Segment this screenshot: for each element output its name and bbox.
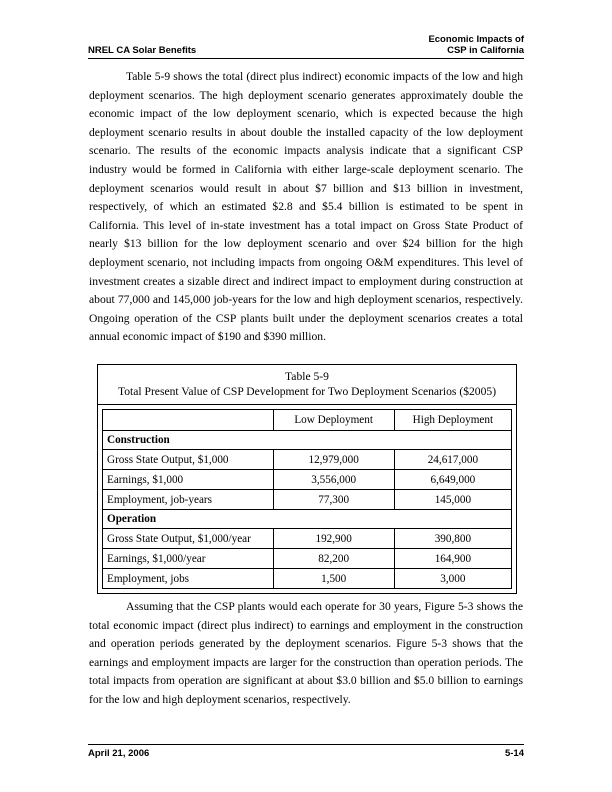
header-report-title: NREL CA Solar Benefits — [88, 45, 197, 56]
table-5-9 — [97, 364, 517, 594]
low-value: 12,979,000 — [273, 450, 394, 470]
table-row — [103, 549, 512, 569]
table-row — [103, 470, 512, 490]
table-number: Table 5-9 — [285, 370, 329, 383]
high-value: 145,000 — [394, 490, 511, 510]
section-row-operation — [103, 510, 512, 529]
page-number: 5-14 — [504, 748, 524, 759]
table-row — [103, 569, 512, 589]
low-value: 3,556,000 — [273, 470, 394, 490]
body-paragraph-1: Table 5-9 shows the total (direct plus indirect) economic impacts of the low and high deployment scenarios. The high deployment scenario generates approximately double the economic impact of the low deployment scenario, which is expected because the high deployment scenario results in about double the installed capacity of the low deployment scenario. The results of the economic impacts analysis indicate that a significant CSP industry would be formed in California with either large-scale deployment scenario. The deployment scenarios would result in about $7 billion and $13 billion in investment, respectively, of which an estimated $2.8 and $5.4 billion is estimated to be spent in California. This level of in-state investment has a total impact on Gross State Product of nearly $13 billion for the low deployment scenario and over $24 billion for the high deployment scenario, not including impacts from ongoing O&M expenditures. This level of investment creates a sizable direct and indirect impact to employment during construction at about 77,000 and 145,000 job-years for the low and high deployment scenarios, respectively. Ongoing operation of the CSP plants built under the deployment scenarios creates a total annual economic impact of $190 and $390 million. — [89, 70, 523, 344]
row-label: Gross State Output, $1,000 — [103, 450, 274, 470]
low-value: 1,500 — [273, 569, 394, 589]
high-value: 24,617,000 — [394, 450, 511, 470]
page-footer — [88, 744, 524, 759]
section-row-construction — [103, 431, 512, 450]
column-header-high: High Deployment — [394, 410, 511, 431]
row-label: Employment, jobs — [103, 569, 274, 589]
section-title-operation: Operation — [103, 510, 512, 529]
row-label: Gross State Output, $1,000/year — [103, 529, 274, 549]
low-value: 82,200 — [273, 549, 394, 569]
header-section-line1: Economic Impacts of — [428, 34, 524, 45]
high-value: 6,649,000 — [394, 470, 511, 490]
footer-date: April 21, 2006 — [88, 748, 150, 759]
row-label: Earnings, $1,000 — [103, 470, 274, 490]
high-value: 3,000 — [394, 569, 511, 589]
row-label: Earnings, $1,000/year — [103, 549, 274, 569]
high-value: 390,800 — [394, 529, 511, 549]
header-section-title — [428, 34, 524, 56]
table-row — [103, 450, 512, 470]
high-value: 164,900 — [394, 549, 511, 569]
table-header-row — [103, 410, 512, 431]
row-label: Employment, job-years — [103, 490, 274, 510]
header-section-line2: CSP in California — [447, 45, 524, 56]
table-title: Total Present Value of CSP Development for Two Deployment Scenarios ($2005) — [117, 385, 497, 398]
table-row — [103, 529, 512, 549]
section-title-construction: Construction — [103, 431, 512, 450]
low-value: 77,300 — [273, 490, 394, 510]
low-value: 192,900 — [273, 529, 394, 549]
table-caption — [98, 365, 516, 405]
table-row — [103, 490, 512, 510]
body-paragraph-2: Assuming that the CSP plants would each operate for 30 years, Figure 5-3 shows the total economic impact (direct plus indirect) to earnings and employment in the construction and operation periods generated by the deployment scenarios. Figure 5-3 shows that the earnings and employment impacts are larger for the construction than operation periods. The total impacts from operation are significant at about $3.0 billion and $5.0 billion to earnings for the low and high deployment scenarios, respectively. — [89, 600, 523, 706]
page-header — [88, 36, 524, 59]
impacts-table — [102, 409, 512, 589]
header-blank-cell — [103, 410, 274, 431]
column-header-low: Low Deployment — [273, 410, 394, 431]
